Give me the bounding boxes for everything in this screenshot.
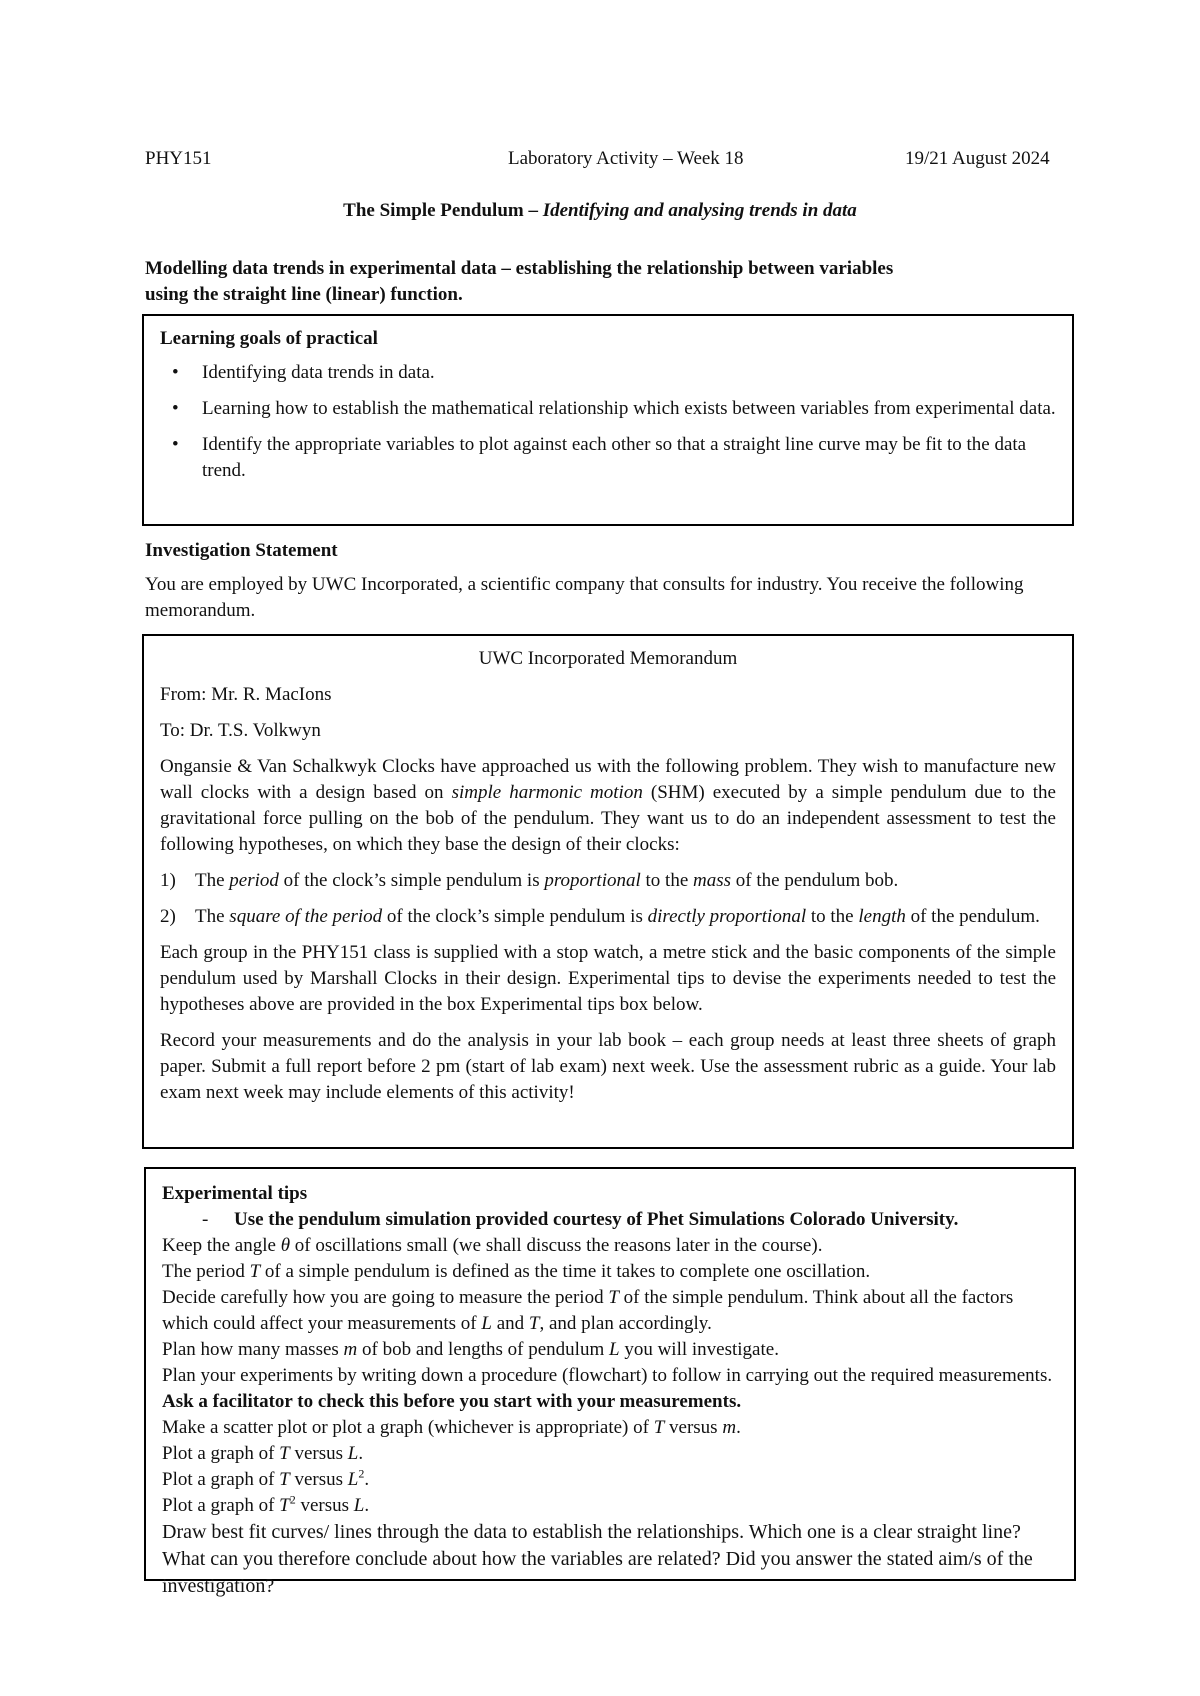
course-code: PHY151 bbox=[145, 148, 212, 169]
investigation-heading: Investigation Statement bbox=[145, 540, 338, 561]
memo-paragraph: Ongansie & Van Schalkwyk Clocks have approached us with the following problem. They wish to manufacture new wall clocks with a design based on simple harmonic motion (SHM) executed by a simple pendulum due to the gravitational force pulling on the bob of the pendulum. They want us to do an independent assessment to test the following hypotheses, on which they base the design of their clocks: bbox=[160, 756, 1056, 855]
list-item: • Learning how to establish the mathematical relationship which exists between variables from experimental data. bbox=[160, 396, 1056, 422]
memo-paragraph: Each group in the PHY151 class is supplied with a stop watch, a metre stick and the basic components of the simple pendulum used by Marshall Clocks in their design. Experimental tips to devise the experiments needed to test the hypotheses above are provided in the box Experimental tips box below. bbox=[160, 942, 1056, 1015]
tip-line: Plan your experiments by writing down a procedure (flowchart) to follow in carrying out the required measurements. Ask a facilitator to check this before you start with your measurements. bbox=[162, 1365, 1053, 1412]
tip-line: Plot a graph of $T^2$ versus L. bbox=[162, 1492, 370, 1516]
tip-line: The period T of a simple pendulum is defined as the time it takes to complete one oscillation. bbox=[162, 1261, 871, 1282]
investigation-section bbox=[145, 538, 1085, 624]
tip-line: Plot a graph of T versus $L^2$. bbox=[162, 1466, 370, 1490]
tip-line: Make a scatter plot or plot a graph (whichever is appropriate) of T versus m. bbox=[162, 1417, 741, 1438]
memo-to: To: Dr. T.S. Volkwyn bbox=[160, 720, 321, 741]
experimental-tips-box bbox=[144, 1167, 1076, 1597]
date-label: 19/21 August 2024 bbox=[905, 148, 1050, 169]
page-header bbox=[145, 146, 1070, 172]
learning-goals-heading: Learning goals of practical bbox=[160, 328, 378, 349]
learning-goals-list bbox=[160, 360, 1056, 484]
hypothesis-item: 1) The period of the clock’s simple pendulum is proportional to the mass of the pendulum bob. bbox=[160, 870, 899, 891]
tip-line: Decide carefully how you are going to measure the period T of the simple pendulum. Think about all the factors which could affect your measurements of L and T, and plan accordingly. bbox=[162, 1287, 1014, 1334]
tips-heading: Experimental tips bbox=[162, 1183, 308, 1204]
list-item: • Identify the appropriate variables to plot against each other so that a straight line curve may be fit to the data trend. bbox=[160, 432, 1056, 484]
page-title: The Simple Pendulum – Identifying and analysing trends in data bbox=[343, 200, 857, 221]
hypotheses-list bbox=[160, 868, 1056, 930]
activity-label: Laboratory Activity – Week 18 bbox=[508, 148, 744, 169]
section-subtitle: Modelling data trends in experimental data – establishing the relationship between variables using the straight line (linear) function. bbox=[145, 258, 894, 305]
memo-paragraph: Record your measurements and do the analysis in your lab book – each group needs at least three sheets of graph paper. Submit a full report before 2 pm (start of lab exam) next week. Use the assessment rubric as a guide. Your lab exam next week may include elements of this activity! bbox=[160, 1030, 1056, 1103]
learning-goals-box bbox=[142, 314, 1074, 526]
simulation-note: - Use the pendulum simulation provided courtesy of Phet Simulations Colorado University. bbox=[202, 1209, 959, 1230]
tip-line: Draw best fit curves/ lines through the data to establish the relationships. Which one is a clear straight line? What can you therefore conclude about how the variables are related? Did you answer the stated aim/s of the investigation? bbox=[162, 1521, 1033, 1597]
memorandum-box bbox=[142, 634, 1074, 1149]
hypothesis-item: 2) The square of the period of the clock’s simple pendulum is directly proportional to the length of the pendulum. bbox=[160, 906, 1040, 927]
list-item: • Identifying data trends in data. bbox=[160, 360, 1056, 386]
tip-line: Keep the angle θ of oscillations small (we shall discuss the reasons later in the course). bbox=[162, 1235, 823, 1256]
investigation-text: You are employed by UWC Incorporated, a scientific company that consults for industry. You receive the following memorandum. bbox=[145, 574, 1024, 621]
tip-line: Plan how many masses m of bob and lengths of pendulum L you will investigate. bbox=[162, 1339, 779, 1360]
memo-heading: UWC Incorporated Memorandum bbox=[478, 648, 738, 669]
tip-line: Plot a graph of T versus L. bbox=[162, 1443, 364, 1464]
memo-from: From: Mr. R. MacIons bbox=[160, 684, 332, 705]
